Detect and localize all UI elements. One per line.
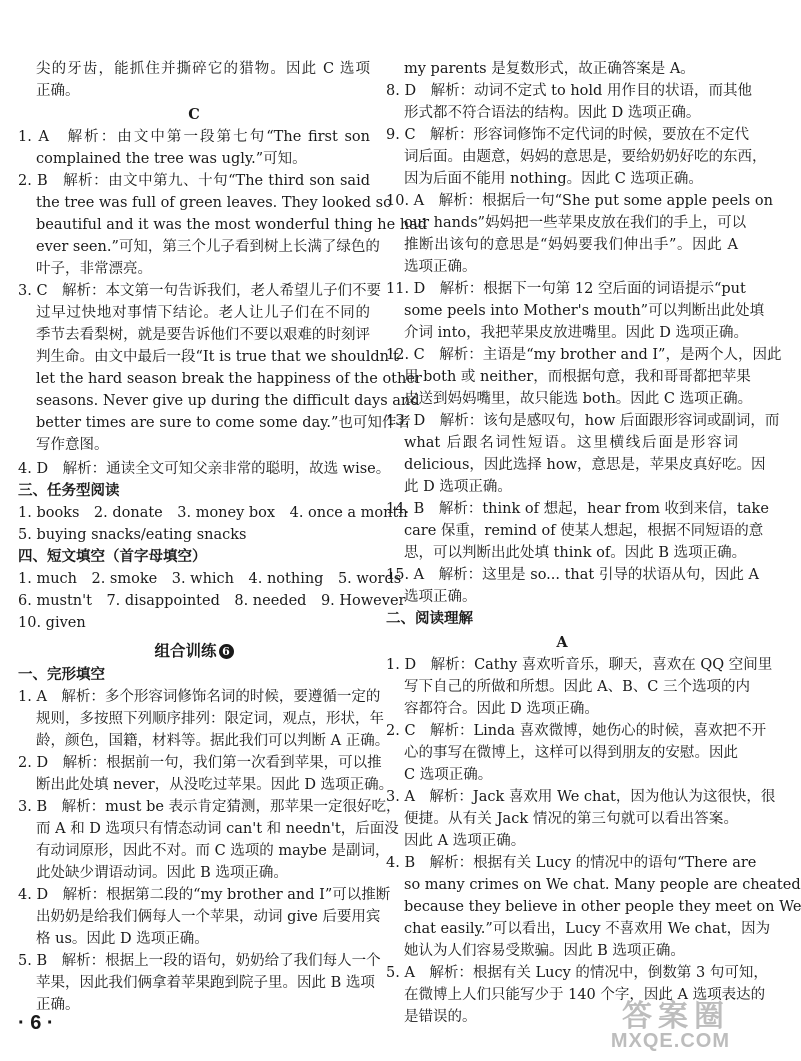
answer-item: 3. C 解析：本文第一句告诉我们，老人希望儿子们不要 — [18, 283, 382, 299]
text-line: 形式都不符合语法的结构。因此 D 选项正确。 — [404, 105, 701, 121]
text-line: 选项正确。 — [404, 259, 477, 275]
answer-item: 10. given — [18, 615, 86, 631]
text-line: the tree was full of green leaves. They looked so — [36, 195, 392, 211]
text-line: complained the tree was ugly.”可知。 — [36, 151, 307, 167]
answer-item: 8. D 解析：动词不定式 to hold 用作目的状语，而其他 — [386, 83, 752, 99]
text-line: 因为后面不能用 nothing。因此 C 选项正确。 — [404, 171, 703, 187]
text-line: 断出此处填 never，从没吃过苹果。因此 D 选项正确。 — [36, 777, 394, 793]
section-letter: A — [556, 634, 568, 651]
text-line: 正确。 — [36, 997, 80, 1013]
text-line: 写作意图。 — [36, 437, 109, 453]
section-heading: 一、完形填空 — [18, 666, 105, 683]
text-line: 苹果，因此我们俩拿着苹果跑到院子里。因此 B 选项 — [36, 975, 375, 991]
answer-item: 3. B 解析：must be 表示肯定猜测，那苹果一定很好吃， — [18, 799, 401, 815]
answer-item: 3. A 解析：Jack 喜欢用 We chat，因为他认为这很快，很 — [386, 789, 776, 805]
answer-item: 4. D 解析：根据第二段的“my brother and I”可以推断 — [18, 887, 391, 903]
text-line: 格 us。因此 D 选项正确。 — [36, 931, 209, 947]
section-letter: C — [188, 106, 200, 123]
answer-item: 1. much 2. smoke 3. which 4. nothing 5. words — [18, 571, 402, 587]
text-line: 正确。 — [36, 83, 80, 99]
answer-item: 12. C 解析：主语是“my brother and I”，是两个人，因此 — [386, 347, 782, 363]
text-line: let the hard season break the happiness of the other — [36, 371, 422, 387]
exercise-title-text: 组合训练 — [154, 641, 217, 660]
text-line: because they believe in other people they meet on We — [404, 899, 801, 915]
text-line: 推断出该句的意思是“妈妈要我们伸出手”。因此 A — [404, 237, 738, 253]
text-line: 有动词原形，因此不对。而 C 选项的 maybe 是副词， — [36, 843, 390, 859]
text-line: 此处缺少谓语动词。因此 B 选项正确。 — [36, 865, 288, 881]
text-line: 她认为人们容易受欺骗。因此 B 选项正确。 — [404, 943, 685, 959]
answer-item: 13. D 解析：该句是感叹句，how 后面跟形容词或副词，而 — [386, 413, 780, 429]
answer-item: 1. D 解析：Cathy 喜欢听音乐，聊天，喜欢在 QQ 空间里 — [386, 657, 773, 673]
answer-item: 11. D 解析：根据下一句第 12 空后面的词语提示“put — [386, 281, 746, 297]
text-line: 介词 into，我把苹果皮放进嘴里。因此 D 选项正确。 — [404, 325, 748, 341]
answer-item: 14. B 解析：think of 想起，hear from 收到来信，take — [386, 501, 769, 517]
text-line: 用 both 或 neither，而根据句意，我和哥哥都把苹果 — [404, 369, 751, 385]
page-number: · 6 · — [18, 1012, 54, 1034]
exercise-number-badge: 6 — [219, 644, 234, 659]
text-line: 判生命。由文中最后一段“It is true that we shouldn't — [36, 349, 399, 365]
text-line: ever seen.”可知，第三个儿子看到树上长满了绿色的 — [36, 239, 380, 255]
text-line: 因此 A 选项正确。 — [404, 833, 526, 849]
answer-item: 4. D 解析：通读全文可知父亲非常的聪明，故选 wise。 — [18, 461, 391, 477]
text-line: 便捷。从有关 Jack 情况的第三句就可以看出答案。 — [404, 811, 738, 827]
text-line: C 选项正确。 — [404, 767, 493, 783]
text-line: better times are sure to come some day.”也可知作者 — [36, 415, 411, 431]
text-line: 季节去看梨树，就是要告诉他们不要以艰难的时刻评 — [36, 327, 370, 343]
text-line: 写下自己的所做和所想。因此 A、B、C 三个选项的内 — [404, 679, 750, 695]
text-line: 词后面。由题意，妈妈的意思是，要给奶奶好吃的东西， — [404, 149, 767, 165]
text-line: 容都符合。因此 D 选项正确。 — [404, 701, 599, 717]
answer-item: 5. B 解析：根据上一段的语句，奶奶给了我们每人一个 — [18, 953, 381, 969]
watermark-logo — [568, 991, 736, 1053]
text-line: our hands”妈妈把一些苹果皮放在我们的手上，可以 — [404, 215, 747, 231]
section-heading: 四、短文填空（首字母填空） — [18, 548, 207, 565]
answer-item: 2. B 解析：由文中第九、十句“The third son said — [18, 173, 370, 189]
text-line: 规则，多按照下列顺序排列：限定词，观点，形状，年 — [36, 711, 384, 727]
answer-item: 10. A 解析：根据后一句“She put some apple peels on — [386, 193, 773, 209]
answer-item: 1. books 2. donate 3. money box 4. once a month — [18, 505, 408, 521]
text-line: delicious，因此选择 how，意思是，苹果皮真好吃。因 — [404, 457, 766, 473]
text-line: my parents 是复数形式，故正确答案是 A。 — [404, 61, 695, 77]
answer-item: 1. A 解析：多个形容词修饰名词的时候，要遵循一定的 — [18, 689, 381, 705]
answer-item: 2. C 解析：Linda 喜欢微博，她伤心的时候，喜欢把不开 — [386, 723, 767, 739]
text-line: care 保重，remind of 使某人想起，根据不同短语的意 — [404, 523, 764, 539]
text-line: 心的事写在微博上，这样可以得到朋友的安慰。因此 — [404, 745, 738, 761]
text-line: 思，可以判断出此处填 think of。因此 B 选项正确。 — [404, 545, 747, 561]
answer-item: 6. mustn't 7. disappointed 8. needed 9. However — [18, 593, 406, 609]
section-heading: 三、任务型阅读 — [18, 482, 120, 499]
answer-item: 4. B 解析：根据有关 Lucy 的情况中的语句“There are — [386, 855, 757, 871]
answer-item: 5. A 解析：根据有关 Lucy 的情况中，倒数第 3 句可知， — [386, 965, 768, 981]
text-line: so many crimes on We chat. Many people are cheated — [404, 877, 801, 893]
text-line: 叶子，非常漂亮。 — [36, 261, 152, 277]
text-line: 选项正确。 — [404, 589, 477, 605]
exercise-title — [18, 640, 370, 662]
answer-item: 15. A 解析：这里是 so... that 引导的状语从句，因此 A — [386, 567, 759, 583]
answer-item: 5. buying snacks/eating snacks — [18, 527, 247, 543]
text-line: 过早过快地对事情下结论。老人让儿子们在不同的 — [36, 305, 370, 321]
text-line: 而 A 和 D 选项只有情态动词 can't 和 needn't，后面没 — [36, 821, 399, 837]
section-heading: 二、阅读理解 — [386, 610, 473, 627]
watermark-top-text: 答案圈 — [622, 1000, 730, 1033]
watermark-bottom-text: MXQE.COM — [610, 1030, 730, 1052]
answer-item: 9. C 解析：形容词修饰不定代词的时候，要放在不定代 — [386, 127, 750, 143]
answer-item: 2. D 解析：根据前一句，我们第一次看到苹果，可以推 — [18, 755, 382, 771]
text-line: 龄，颜色，国籍，材料等。据此我们可以判断 A 正确。 — [36, 733, 390, 749]
text-line: 此 D 选项正确。 — [404, 479, 512, 495]
text-line: 在微博上人们只能写少于 140 个字，因此 A 选项表达的 — [404, 987, 766, 1003]
text-line: chat easily.”可以看出，Lucy 不喜欢用 We chat，因为 — [404, 921, 771, 937]
text-line: what 后跟名词性短语。这里横线后面是形容词 — [404, 435, 738, 451]
text-line: 出奶奶是给我们俩每人一个苹果，动词 give 后要用宾 — [36, 909, 381, 925]
text-line: beautiful and it was the most wonderful thing he had — [36, 217, 428, 233]
text-line: seasons. Never give up during the difficult days and — [36, 393, 420, 409]
text-line: 是错误的。 — [404, 1009, 477, 1025]
answer-item: 1. A 解析：由文中第一段第七句“The first son — [18, 129, 370, 145]
text-line: 皮送到妈妈嘴里，故只能选 both。因此 C 选项正确。 — [404, 391, 753, 407]
text-line: some peels into Mother's mouth”可以判断出此处填 — [404, 303, 765, 319]
text-line: 尖的牙齿，能抓住并撕碎它的猎物。因此 C 选项 — [36, 61, 370, 77]
